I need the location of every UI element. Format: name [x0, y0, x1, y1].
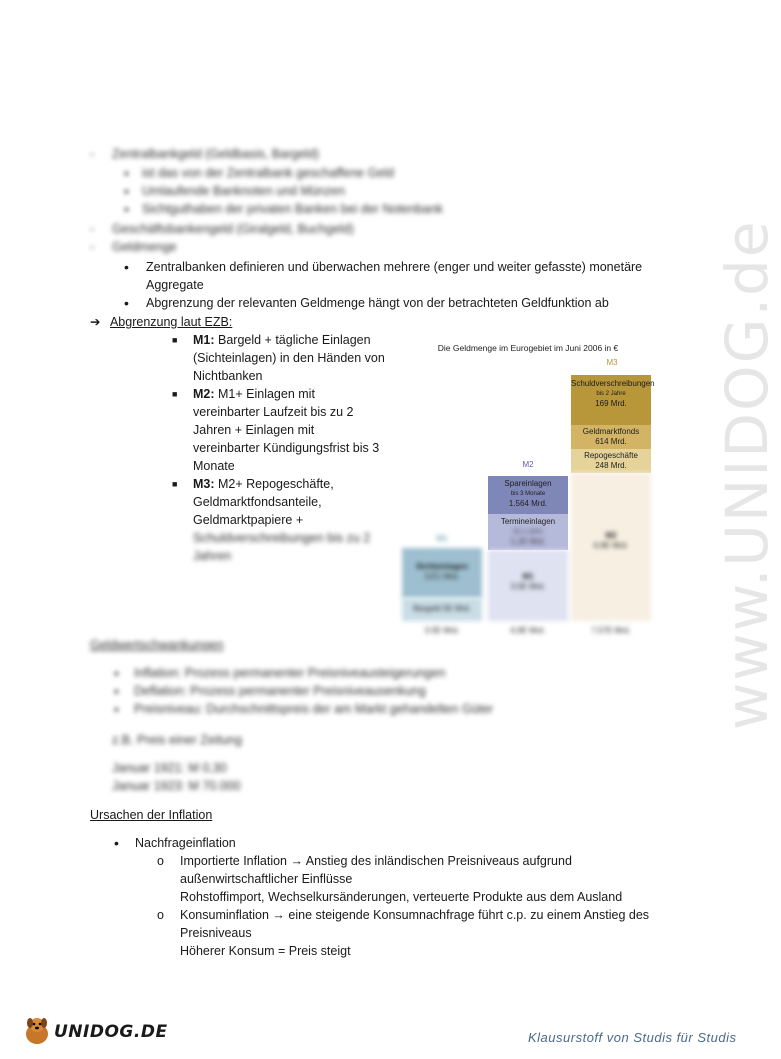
- arrow-icon: ➔: [90, 315, 101, 329]
- bar-m1-bargeld: Bargeld 5E Mrd.: [402, 598, 482, 621]
- bar-m3-geldmarktfonds: Geldmarktfonds 614 Mrd.: [571, 425, 651, 449]
- bar-m1-sichteinlagen: Sichteinlagen 3,E1 Mrd.: [402, 548, 482, 598]
- chart-category-m3: M3: [606, 358, 618, 367]
- sub-item: • Sichtguthaben der privaten Banken bei der Notenbank: [124, 201, 443, 217]
- chart-total-m2: 6,9E Mrd.: [510, 626, 546, 635]
- chart-title: Die Geldmenge im Eurogebiet im Juni 2006 in €: [437, 343, 619, 353]
- watermark: [655, 219, 781, 740]
- footer-tagline: Klausurstoff von Studis für Studis: [528, 1030, 737, 1045]
- m3-definition: ■ M3: M2+ Repogeschäfte, Geldmarktfondsanteile, Geldmarktpapiere + Schuldverschreibungen bis zu 2 Jahren: [172, 477, 371, 563]
- ursachen-sublist: [157, 852, 677, 960]
- sub-item: • ist das von der Zentralbank geschaffene Geld: [124, 165, 395, 181]
- geldmenge-points: [124, 258, 664, 312]
- chart-total-m1: 3.5E Mrd.: [424, 626, 460, 635]
- bar-m3-base: M2 6,9E Mrd.: [571, 473, 651, 621]
- list-item: • Preisniveau: Durchschnittspreis der am Markt gehandelten Güter: [114, 701, 494, 717]
- bar-m2-termineinlagen: Termineinlagen bis 2 Jahre 1,1E Mrd.: [488, 514, 568, 550]
- list-item: • Deflation: Prozess permanenter Preisniveausenkung: [114, 683, 426, 699]
- nachfrageinflation: • Nachfrageinflation: [114, 835, 236, 851]
- list-item-zentralbankgeld: - Zentralbankgeld (Geldbasis, Bargeld): [112, 145, 319, 163]
- chart-category-m1: M1: [436, 534, 448, 543]
- sublist-zentralbankgeld: [124, 164, 443, 218]
- bar-m2-spareinlagen: Spareinlagen bis 3 Monate 1.564 Mrd.: [488, 476, 568, 514]
- ezb-heading-row: [90, 313, 232, 331]
- list-item: • Inflation: Prozess permanenter Preisniveausteigerungen: [114, 665, 446, 681]
- schwankungen-heading: Geldwertschwankungen: [90, 638, 224, 652]
- sub-item: • Umlaufende Banknoten und Münzen: [124, 183, 345, 199]
- importierte-inflation: o Importierte Inflation → Anstieg des inländischen Preisniveaus aufgrund außenwirtschaftlicher Einflüsse Rohstoffimport, Wechselkursänderungen, verteuerte Produkte aus dem Ausland: [157, 854, 623, 904]
- ursachen-item: [114, 834, 236, 852]
- chart-category-m2: M2: [522, 460, 534, 469]
- schwankungen-line: Januar 1921: M 0,30: [112, 761, 227, 775]
- ezb-heading: Abgrenzung laut EZB:: [109, 315, 233, 329]
- chart-total-m3: 7,57E Mrd.: [591, 626, 631, 635]
- m1-definition: ■ M1: Bargeld + tägliche Einlagen (Sichteinlagen) in den Händen von Nichtbanken: [172, 333, 385, 383]
- footer-logo: [22, 1014, 168, 1046]
- m2-definition: ■ M2: M1+ Einlagen mit vereinbarter Laufzeit bis zu 2 Jahren + Einlagen mit vereinbarter Kündigungsfrist bis 3 Monate: [172, 387, 380, 473]
- ezb-definitions: [172, 331, 392, 565]
- geldmenge-point: • Zentralbanken definieren und überwachen mehrere (enger und weiter gefasste) monetäre: [124, 259, 643, 275]
- geldmenge-point: • Abgrenzung der relevanten Geldmenge hängt von der betrachteten Geldfunktion ab: [124, 295, 609, 311]
- schwankungen-line: Januar 1923: M 70.000: [112, 779, 241, 793]
- list-item-geldmenge: - Geldmenge: [112, 238, 177, 256]
- geldmenge-chart: [400, 338, 656, 640]
- konsuminflation: o Konsuminflation → eine steigende Konsumnachfrage führt c.p. zu einem Anstieg des Preisniveaus Höherer Konsum = Preis steigt: [157, 908, 650, 958]
- watermark-text: www.UNIDOG.de: [713, 219, 781, 730]
- bar-m2-base: M1 3,5E Mrd.: [488, 550, 568, 621]
- logo-text: UNIDOG.DE: [54, 1022, 168, 1042]
- list-item-geschaeftsbankengeld: - Geschäftsbankengeld (Giralgeld, Buchgeld): [112, 220, 354, 238]
- dog-icon: [22, 1014, 52, 1046]
- bar-m3-schuldverschreibungen: Schuldverschreibungen bis 2 Jahre 169 Mrd.: [571, 375, 651, 425]
- schwankungen-list: [114, 664, 493, 718]
- schwankungen-example: z.B. Preis einer Zeitung: [112, 733, 242, 747]
- geldmenge-point-cont: Aggregate: [146, 278, 204, 292]
- ursachen-heading: Ursachen der Inflation: [90, 808, 213, 822]
- bar-m3-repogeschaefte: Repogeschäfte 248 Mrd.: [571, 449, 651, 473]
